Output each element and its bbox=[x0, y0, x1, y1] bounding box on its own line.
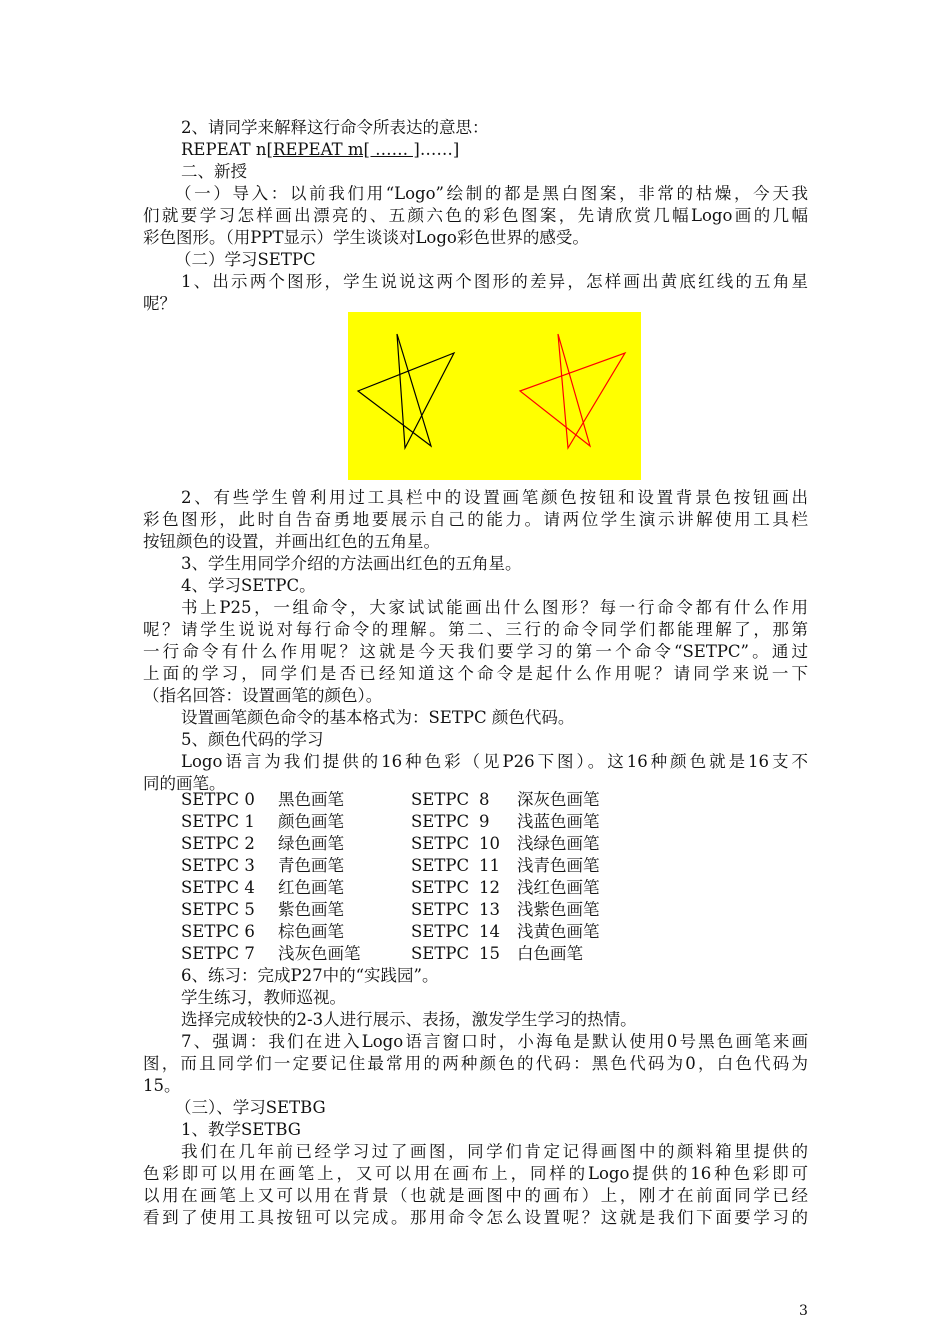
two-star-figure bbox=[348, 312, 641, 480]
document-page: 2、请同学来解释这行命令所表达的意思： REPEAT n[REPEAT m[ …… ]……] 二、新授 （一）导入：以前我们用“Logo”绘制的都是黑白图案，非常的枯燥，今天我 们就要学习怎样画出漂亮的、五颜六色的彩色图案，先请欣赏几幅Logo画的几幅 彩色图形。（用PPT显示）学生谈谈对Logo彩色世界的感受。 （二）学习SETPC 1、出示两个图形，学生说说这两个图形的差异，怎样画出黄底红线的五角星 呢？ 2、有些学生曾利用过工具栏中的设置画笔颜色按钮和设置背景色按钮画出 彩色图形，此时自告奋勇地要展示自己的能力。请两位学生演示讲解使用工具栏 按钮颜色的设置，并画出红色的五角星。 3、学生用同学介绍的方法画出红色的五角星。 4、学习SETPC。 书上P25，一组命令，大家试试能画出什么图形？每一行命令都有什么作用 呢？请学生说说对每行命令的理解。第二、三行的命令同学们都能理解了，那第 一行命令有什么作用呢？这就是今天我们要学习的第一个命令“SETPC”。通过 上面的学习，同学们是否已经知道这个命令是起什么作用呢？请同学来说一下 （指名回答：设置画笔的颜色）。 设置画笔颜色命令的基本格式为：SETPC 颜色代码。 5、颜色代码的学习 Logo语言为我们提供的16种色彩（见P26下图）。这16种颜色就是16支不 同的画笔。 SETPC 0 黑色画笔 SETPC 8 深灰色画笔 SETPC 1 颜色画笔 SETPC 9 浅蓝色画笔 SETPC 2 绿色画笔 SETPC 10 浅绿色画笔 SETPC 3 青色画笔 SETPC 11 浅青色画笔 SETPC 4 红色画笔 SETPC 12 浅红色画笔 SETPC 5 紫色画笔 SETPC 13 浅紫色画笔 SETPC 6 棕色画笔 SETPC 14 浅黄色画笔 SETPC 7 浅灰色画笔 SETPC 15 白色画笔 6、练习：完成P27中的“实践园”。 学生练习，教师巡视。 选择完成较快的2-3人进行展示、表扬，激发学生学习的热情。 7、强调：我们在进入Logo语言窗口时，小海龟是默认使用0号黑色画笔来画 图，而且同学们一定要记住最常用的两种颜色的代码：黑色代码为0，白色代码为 15。 （三）、学习SETBG 1、教学SETBG 我们在几年前已经学习过了画图，同学们肯定记得画图中的颜料箱里提供的 色彩即可以用在画笔上，又可以用在画布上，同样的Logo提供的16种色彩即可 以用在画笔上又可以用在背景（也就是画图中的画布）上，刚才在前面同学已经 看到了使用工具按钮可以完成。那用命令怎么设置呢？这就是我们下面要学习的 3 bbox=[143, 118, 808, 1319]
text-line: 5、颜色代码的学习 bbox=[181, 730, 324, 749]
text-line: 色彩即可以用在画笔上，又可以用在画布上，同样的Logo提供的16种色彩即可 bbox=[143, 1164, 808, 1183]
red-star bbox=[520, 334, 625, 448]
text-line: 选择完成较快的2-3人进行展示、表扬，激发学生学习的热情。 bbox=[181, 1010, 637, 1029]
black-star bbox=[358, 334, 454, 448]
text-line: 看到了使用工具按钮可以完成。那用命令怎么设置呢？这就是我们下面要学习的 bbox=[143, 1208, 808, 1227]
repeat-tail: ……] bbox=[419, 140, 460, 159]
repeat-inner: REPEAT m[ …… ] bbox=[272, 140, 420, 159]
text-line: 2、有些学生曾利用过工具栏中的设置画笔颜色按钮和设置背景色按钮画出 bbox=[181, 488, 808, 507]
text-line: 7、强调：我们在进入Logo语言窗口时，小海龟是默认使用0号黑色画笔来画 bbox=[181, 1032, 808, 1051]
subsection-heading: （三）、学习SETBG bbox=[175, 1098, 326, 1117]
text-line: 3、学生用同学介绍的方法画出红色的五角星。 bbox=[181, 554, 522, 573]
subsection-heading: （二）学习SETPC bbox=[175, 250, 316, 269]
repeat-syntax-line bbox=[181, 139, 459, 161]
text-line: 4、学习SETPC。 bbox=[181, 576, 316, 595]
text-line: 书上P25，一组命令，大家试试能画出什么图形？每一行命令都有什么作用 bbox=[181, 598, 808, 617]
text-line: 一行命令有什么作用呢？这就是今天我们要学习的第一个命令“SETPC”。通过 bbox=[143, 642, 808, 661]
text-line: 按钮颜色的设置，并画出红色的五角星。 bbox=[143, 532, 440, 551]
text-line: 彩色图形，此时自告奋勇地要展示自己的能力。请两位学生演示讲解使用工具栏 bbox=[143, 510, 808, 529]
text-line: 2、请同学来解释这行命令所表达的意思： bbox=[181, 118, 489, 137]
section-heading: 二、新授 bbox=[181, 162, 247, 181]
text-line: 我们在几年前已经学习过了画图，同学们肯定记得画图中的颜料箱里提供的 bbox=[181, 1142, 808, 1161]
repeat-outer: REPEAT n[ bbox=[181, 140, 273, 159]
text-line: 以用在画笔上又可以用在背景（也就是画图中的画布）上，刚才在前面同学已经 bbox=[143, 1186, 808, 1205]
text-line: 呢？请学生说说对每行命令的理解。第二、三行的命令同学们都能理解了，那第 bbox=[143, 620, 808, 639]
text-line: 15。 bbox=[143, 1076, 181, 1095]
text-line: 上面的学习，同学们是否已经知道这个命令是起什么作用呢？请同学来说一下 bbox=[143, 664, 808, 683]
text-line: 呢？ bbox=[143, 294, 176, 313]
text-line: （一）导入：以前我们用“Logo”绘制的都是黑白图案，非常的枯燥，今天我 bbox=[175, 184, 808, 203]
text-line: 1、出示两个图形，学生说说这两个图形的差异，怎样画出黄底红线的五角星 bbox=[181, 272, 808, 291]
text-line: （指名回答：设置画笔的颜色）。 bbox=[143, 686, 383, 705]
text-line: 设置画笔颜色命令的基本格式为：SETPC 颜色代码。 bbox=[181, 708, 575, 727]
page-number: 3 bbox=[799, 1303, 808, 1319]
text-line: 学生练习，教师巡视。 bbox=[181, 988, 346, 1007]
text-line: 彩色图形。（用PPT显示）学生谈谈对Logo彩色世界的感受。 bbox=[143, 228, 589, 247]
stars-svg bbox=[348, 312, 641, 480]
text-line: 们就要学习怎样画出漂亮的、五颜六色的彩色图案，先请欣赏几幅Logo画的几幅 bbox=[143, 206, 808, 225]
text-line: 同的画笔。 bbox=[143, 774, 226, 793]
text-line: Logo语言为我们提供的16种色彩（见P26下图）。这16种颜色就是16支不 bbox=[181, 752, 808, 771]
text-line: 1、教学SETBG bbox=[181, 1120, 301, 1139]
text-line: 图，而且同学们一定要记住最常用的两种颜色的代码：黑色代码为0，白色代码为 bbox=[143, 1054, 808, 1073]
text-line: 6、练习：完成P27中的“实践园”。 bbox=[181, 966, 439, 985]
